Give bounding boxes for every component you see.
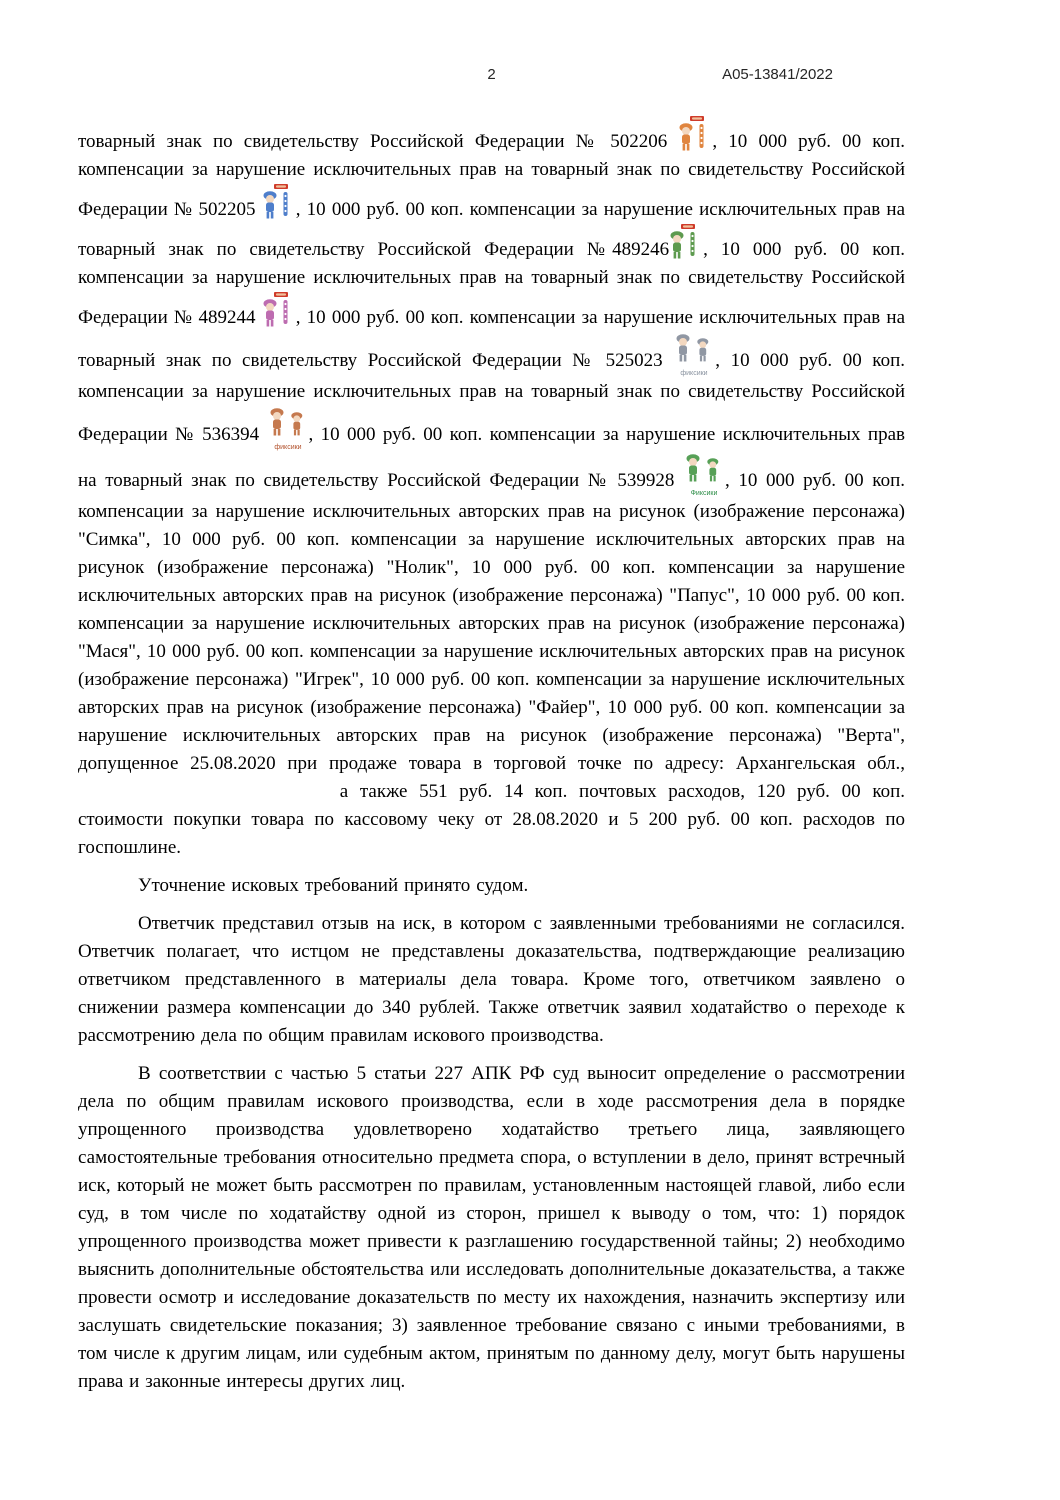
text-run: , 10 000 руб. 00 коп. компенсации за нарушение исключительных прав на товарный знак по свидетельству Российской Федерации № 525023 bbox=[78, 307, 906, 371]
trademark-539928-characters-pair-icon bbox=[683, 452, 725, 498]
redacted-address-gap bbox=[78, 796, 328, 797]
page-number: 2 bbox=[487, 66, 496, 83]
text-run: В соответствии с частью 5 статьи 227 АПК РФ суд выносит определение о рассмотрении дела по общим правилам искового производства, если в ходе рассмотрения дела в порядке упрощенного производства удовлетворено ходатайство третьего лица, заявляющего самостоятельные требования относительно предмета спора, о вступлении в дело, принят встречный иск, который не может быть рассмотрен по правилам, установленным настоящей главой, либо если суд, в том числе по ходатайству одной из сторон, пришел к выводу о том, что: 1) порядок упрощенного производства может привести к разглашению государственной тайны; 2) необходимо выяснить дополнительные обстоятельства или исследовать дополнительные доказательства, а также провести осмотр и исследование доказательств по месту их нахождения, назначить экспертизу или заслушать свидетельские показания; 3) заявленное требование связано с иными требованиями, в том числе к другим лицам, или судебным актом, принятым по данному делу, могут быть нарушены права и законные интересы других лиц. bbox=[78, 1063, 905, 1392]
case-number: А05-13841/2022 bbox=[722, 66, 833, 83]
svg-text:фиксики: фиксики bbox=[680, 370, 708, 377]
text-run: а также 551 руб. 14 коп. почтовых расходов, 120 руб. 00 коп. стоимости покупки товара по кассовому чеку от 28.08.2020 и 5 200 руб. 00 коп. расходов по госпошлине. bbox=[78, 781, 905, 858]
document-body bbox=[78, 116, 905, 1396]
trademark-536394-characters-pair-icon bbox=[267, 406, 309, 452]
text-run: товарный знак по свидетельству Российской Федерации № 502206 bbox=[78, 131, 679, 152]
svg-text:Фиксики: Фиксики bbox=[690, 490, 718, 497]
text-run: , 10 000 руб. 00 коп. компенсации за нарушение исключительных прав на товарный знак по свидетельству Российской Федерации № 539928 bbox=[78, 424, 905, 491]
paragraph-4 bbox=[78, 1060, 905, 1396]
text-run: , 10 000 руб. 00 коп. компенсации за нарушение исключительных прав на товарный знак по свидетельству Российской Федерации № 489244 bbox=[78, 239, 905, 328]
paragraph-1 bbox=[78, 116, 905, 862]
text-run: , 10 000 руб. 00 коп. компенсации за нарушение исключительных авторских прав на рисунок (изображение персонажа) "Симка", 10 000 руб. 00 коп. компенсации за нарушение исключительных авторских прав на рисунок (изображение персонажа) "Нолик", 10 000 руб. 00 коп. компенсации за нарушение исключительных авторских прав на рисунок (изображение персонажа) "Папус", 10 000 руб. 00 коп. компенсации за нарушение исключительных авторских прав на рисунок (изображение персонажа) "Мася", 10 000 руб. 00 коп. компенсации за нарушение исключительных авторских прав на рисунок (изображение персонажа) "Игрек", 10 000 руб. 00 коп. компенсации за нарушение исключительных авторских прав на рисунок (изображение персонажа) "Файер", 10 000 руб. 00 коп. компенсации за нарушение исключительных авторских прав на рисунок (изображение персонажа) "Верта", допущенное 25.08.2020 при продаже товара в торговой точке по адресу: Архангельская обл., bbox=[78, 470, 905, 774]
text-run: , 10 000 руб. 00 коп. компенсации за нарушение исключительных прав на товарный знак по свидетельству Российской Федерации № 502205 bbox=[78, 131, 905, 220]
text-run: Ответчик представил отзыв на иск, в котором с заявленными требованиями не согласился. Ответчик полагает, что истцом не представлены доказательства, подтверждающие реализацию ответчиком представленного в материалы дела товара. Кроме того, ответчиком заявлено о снижении размера компенсации до 340 рублей. Также ответчик заявил ходатайство о переходе к рассмотрению дела по общим правилам искового производства. bbox=[78, 913, 905, 1046]
trademark-489246-character-icon bbox=[669, 224, 703, 262]
text-run: , 10 000 руб. 00 коп. компенсации за нарушение исключительных прав на товарный знак по свидетельству Российской Федерации №489246 bbox=[78, 199, 906, 260]
trademark-502206-character-icon bbox=[678, 116, 712, 154]
text-run: , 10 000 руб. 00 коп. компенсации за нарушение исключительных прав на товарный знак по свидетельству Российской Федерации № 536394 bbox=[78, 350, 905, 445]
trademark-502205-character-icon bbox=[262, 184, 296, 222]
svg-text:фиксики: фиксики bbox=[273, 444, 302, 451]
paragraph-3 bbox=[78, 910, 905, 1050]
page-header bbox=[78, 66, 905, 86]
text-run: Уточнение исковых требований принято судом. bbox=[138, 875, 529, 896]
paragraph-2 bbox=[78, 872, 905, 900]
trademark-525023-characters-pair-icon bbox=[673, 332, 715, 378]
trademark-489244-character-icon bbox=[262, 292, 296, 330]
